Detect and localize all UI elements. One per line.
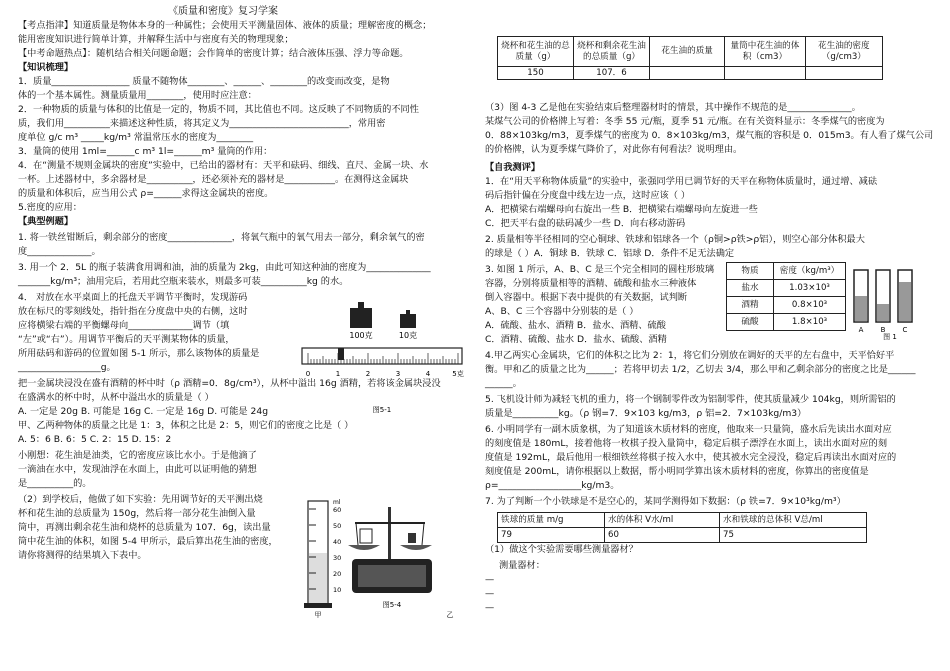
figure-5-4 — [300, 495, 470, 620]
table-cell: 150 — [498, 67, 574, 80]
text-line: 一滴油在水中，发现油浮在水面上，由此可以证明他的猜想 — [18, 464, 257, 475]
table-cell: 75 — [720, 528, 867, 543]
text-line: 码后指针偏在分度盘中线左边一点，这时应该（ ） — [485, 190, 691, 201]
text-line: 7. 为了判断一个小铁球是不是空心的，某同学测得如下数据：（ρ 铁=7．9×10³kg/m³） — [485, 496, 846, 507]
cylinder-mark-label: 60 — [333, 506, 342, 514]
figure-5-1 — [300, 290, 470, 420]
text-line: 2. 质量相等半径相同的空心铜球、铁球和铝球各一个（ρ铜>ρ铁>ρ铝），则空心部分体积最大 — [485, 234, 865, 245]
text-line: 5.密度的应用： — [18, 202, 82, 213]
text-line: ρ=__________________kg/m3。 — [485, 480, 620, 491]
table-cell: 107．6 — [573, 67, 649, 80]
table-header: 花生油的质量 — [650, 37, 725, 67]
text-line: 某煤气公司的价格牌上写着：冬季 55 元/瓶，夏季 51 元/瓶。在有关资料显示：冬季煤气的密度为 — [485, 116, 885, 127]
weight-10g — [400, 310, 416, 328]
text-line: 筒中花生油的体积，如图 5-4 甲所示，最后算出花生油的密度， — [18, 536, 278, 547]
cylinder-mark-label: 40 — [333, 538, 342, 546]
text-line: 4．在“测量不规则金属块的密度”实验中，已给出的器材有：天平和砝码、细线、直尺、金属一块、水 — [18, 160, 429, 171]
text-line: 杯和花生油的总质量为 150g，然后将一部分花生油倒入量 — [18, 508, 256, 519]
text-line: C．酒精、硫酸、盐水 D．盐水、硫酸、酒精 — [485, 334, 667, 345]
text-line: _______kg/m³；油用完后，若用此空瓶来装水，则最多可装__________kg 的水。 — [18, 276, 349, 287]
cylinder-mark-label: 30 — [333, 554, 342, 562]
table-header: 密度（kg/m³） — [774, 263, 846, 280]
text-line: 2．一种物质的质量与体积的比值是一定的，物质不同，其比值也不同。这反映了不同物质的不同性 — [18, 104, 419, 115]
table-cell: 79 — [498, 528, 605, 543]
table-cell: 0.8×10³ — [774, 297, 846, 314]
text-line: ______。 — [485, 378, 522, 389]
cylinder-mark-label: 10 — [333, 586, 342, 594]
text-line: A．把横梁右端螺母向右旋出一些 B．把横梁右端螺母向左旋进一些 — [485, 204, 758, 215]
text-line: 是__________的。 — [18, 478, 92, 489]
table-header: 烧杯和花生油的总质量（g） — [498, 37, 574, 67]
scale-tick-label: 3 — [395, 370, 401, 378]
cylinder-mark-label: 20 — [333, 570, 342, 578]
text-line: 甲、乙两种物体的质量之比是 1：3，体积之比是 2：5，则它们的密度之比是（ ） — [18, 420, 354, 431]
table-cell — [650, 67, 725, 80]
page-title: 《质量和密度》复习学案 — [168, 6, 278, 17]
container-b — [876, 270, 890, 322]
text-line: “左”或“右”）。用调节平衡后的天平测某物体的质量， — [18, 334, 235, 345]
figure-1-containers — [850, 262, 926, 340]
weight-label-10: 10克 — [398, 331, 418, 340]
text-line: 度______________。 — [18, 246, 101, 257]
text-line: （2）到学校后，他做了如下实验：先用调节好的天平测出烧 — [18, 494, 263, 505]
text-line: 1．质量_________________ 质量不随物体________、______、________的改变而改变，是物 — [18, 76, 390, 87]
text-line: 应将横梁右端的平衡螺母向______________调节（填 — [18, 320, 230, 331]
text-line: 体的一个基本属性。测量质量用________，使用时应注意： — [18, 90, 257, 101]
table-cell — [725, 67, 806, 80]
text-line: 质，我们用__________来描述这种性质，将其定义为__________________________，常用密 — [18, 118, 386, 129]
section-heading: 【自我测评】 — [485, 162, 541, 173]
measuring-cylinder — [304, 499, 341, 608]
rider — [338, 348, 344, 360]
text-line: 度值是 192mL，最后他用一根细铁丝将棋子按入水中，使其被水完全浸没，稳定后再读出水面对应的 — [485, 452, 897, 463]
scale-tick-label: 5克 — [452, 370, 464, 378]
text-line: __________________g。 — [18, 362, 116, 373]
text-line: 容器，分别将质量相等的酒精、硫酸和盐水三种液体 — [485, 278, 697, 289]
text-line: 倒入容器中。根据下表中提供的有关数据，试判断 — [485, 292, 688, 303]
container-label: A — [858, 326, 864, 334]
cylinder-mark-label: 50 — [333, 522, 342, 530]
container-label: B — [880, 326, 886, 334]
text-line: A．硫酸、盐水、酒精 B．盐水、酒精、硫酸 — [485, 320, 666, 331]
label-jia: 甲 — [314, 611, 322, 619]
table-header: 水和铁球的总体积 V总/ml — [720, 513, 867, 528]
text-line: 能用密度知识进行简单计算，并解释生活中与密度有关的物理现象； — [18, 34, 294, 45]
table-cell: 1.03×10³ — [774, 280, 846, 297]
text-line: 3. 用一个 2．5L 的瓶子装满食用调和油，油的质量为 2kg，由此可知这种油的密度为______________ — [18, 262, 431, 273]
table-header: 花生油的密度（g/cm3） — [805, 37, 882, 67]
scale-tick-label: 1 — [335, 370, 341, 378]
density-table — [726, 262, 846, 331]
table-cell: 1.8×10³ — [774, 314, 846, 331]
text-line: A、B、C 三个容器中分别装的是（ ） — [485, 306, 639, 317]
answer-line: — — [485, 602, 495, 613]
answer-line: — — [485, 588, 495, 599]
table-header: 物质 — [727, 263, 774, 280]
text-line: 在盛满水的杯中时，从杯中溢出水的质量是（ ） — [18, 392, 214, 403]
text-line: 1．在“用天平称物体质量”的实验中，张强同学用已调节好的天平在称物体质量时，通过增、减砝 — [485, 176, 878, 187]
table-cell: 硫酸 — [727, 314, 774, 331]
text-line: 0．88×103kg/m3，夏季煤气的密度为 0．8×103kg/m3，煤气瓶的容积是 0．015m3。有人看了煤气公司 — [485, 130, 934, 141]
table-header: 水的体积 V水/ml — [605, 513, 720, 528]
text-line: （3）图 4-3 乙是他在实验结束后整理器材时的情景，其中操作不规范的是______________。 — [485, 102, 861, 113]
oil-result-table — [497, 36, 883, 80]
text-line: 放在标尺的零刻线处，指针指在分度盘中央的右侧，这时 — [18, 306, 248, 317]
text-line: （1）做这个实验需要哪些测量器材？ — [485, 544, 638, 555]
text-line: 所用砝码和游码的位置如图 5-1 所示，那么该物体的质量是 — [18, 348, 260, 359]
text-line: 【中考命题热点】：随机结合相关问题命题；会作简单的密度计算；结合液体压强、浮力等命题。 — [18, 48, 409, 59]
text-line: A. 一定是 20g B. 可能是 16g C. 一定是 16g D. 可能是 24g — [18, 406, 269, 417]
table-header: 烧杯和剩余花生油的总质量（g） — [573, 37, 649, 67]
cylinder-unit: ml — [333, 499, 341, 506]
label-yi: 乙 — [446, 611, 454, 619]
table-cell: 60 — [605, 528, 720, 543]
scale-tick-label: 2 — [365, 370, 371, 378]
balance-scale-illustration — [300, 290, 470, 420]
figure-caption: 图5-1 — [372, 406, 392, 414]
text-line: 衡。甲和乙的质量之比为______；若将甲切去 1/2，乙切去 3/4，那么甲和乙剩余部分的密度之比是______ — [485, 364, 916, 375]
table-header: 铁球的质量 m/g — [498, 513, 605, 528]
iron-ball-table — [497, 512, 867, 543]
text-line: 【考点指津】知道质量是物体本身的一种属性；会使用天平测量固体、液体的质量；理解密度的概念； — [18, 20, 432, 31]
text-line: 测量器材： — [499, 560, 545, 571]
weight-label-100: 100克 — [349, 331, 373, 340]
text-line: 3．量筒的使用 1ml=______c m³ 1l=______m³ 量筒的作用： — [18, 146, 273, 157]
text-line: 6. 小明同学有一副木质象棋，为了知道该木质材料的密度，他取来一只量筒，盛水后先读出水面对应 — [485, 424, 892, 435]
container-a — [854, 270, 868, 322]
text-line: A. 5：6 B. 6：5 C. 2：15 D. 15：2 — [18, 434, 172, 445]
text-line: 小刚想：花生油是油类，它的密度应该比水小。于是他滴了 — [18, 450, 257, 461]
container-c — [898, 270, 912, 322]
weight-100g — [350, 302, 372, 328]
table-header: 量筒中花生油的体积（cm3） — [725, 37, 806, 67]
text-line: 1. 将一铁丝钳断后，剩余部分的密度______________，将氧气瓶中的氧气用去一部分，剩余氧气的密 — [18, 232, 425, 243]
text-line: 度单位 g/c m³ _____kg/m³ 常温常压水的密度为________ — [18, 132, 254, 143]
container-label: C — [902, 326, 908, 334]
figure-caption: 图5-4 — [382, 601, 402, 609]
text-line: 筒中，再测出剩余花生油和烧杯的总质量为 107．6g，读出量 — [18, 522, 271, 533]
table-cell: 酒精 — [727, 297, 774, 314]
text-line: 质量是__________kg。（ρ 钢=7．9×103 kg/m3，ρ 铝=2．7×103kg/m3） — [485, 408, 807, 419]
text-line: 5. 飞机设计师为减轻飞机的重力，将一个钢制零件改为铝制零件，使其质量减少 104kg，则所需铝的 — [485, 394, 896, 405]
text-line: C．把天平右盘的砝码减少一些 D．向右移动游码 — [485, 218, 686, 229]
scale-tick-label: 0 — [305, 370, 311, 378]
text-line: 请你将测得的结果填入下表中。 — [18, 550, 147, 561]
answer-line: — — [485, 574, 495, 585]
text-line: 的质量和体积后，应当用公式 ρ=______求得这金属块的密度。 — [18, 188, 274, 199]
text-line: 3. 如图 1 所示，A、B、C 是三个完全相同的圆柱形玻璃 — [485, 264, 715, 275]
figure-caption: 图 1 — [883, 333, 897, 340]
text-line: 把一金属块浸没在盛有酒精的杯中时（ρ 酒精=0．8g/cm³），从杯中溢出 16g 酒精，若将该金属块浸没 — [18, 378, 441, 389]
table-cell: 盐水 — [727, 280, 774, 297]
scale-tick-labels — [306, 369, 464, 378]
section-heading: 【知识梳理】 — [18, 62, 74, 73]
text-line: 一杯。上述器材中，多余器材是__________，还必须补充的器材是___________。在测得这金属块 — [18, 174, 409, 185]
text-line: 的球是（ ）A．铜球 B．铁球 C．铝球 D．条件不足无法确定 — [485, 248, 735, 259]
section-heading: 【典型例题】 — [18, 216, 74, 227]
text-line: 4.甲乙两实心金属块，它们的体积之比为 2：1，将它们分别放在调好的天平的左右盘中，天平恰好平 — [485, 350, 895, 361]
scale-tick-label: 4 — [425, 370, 431, 378]
balance-illustration — [348, 507, 432, 593]
table-cell — [805, 67, 882, 80]
text-line: 的刻度值是 180mL，接着他将一枚棋子投入量筒中，稳定后棋子漂浮在水面上，读出水面对应的刻 — [485, 438, 888, 449]
text-line: 刻度值是 200mL，请你根据以上数据，帮小明同学算出该木质材料的密度，你算出的密度值是 — [485, 466, 869, 477]
text-line: 4． 对放在水平桌面上的托盘天平调节平衡时，发现游码 — [18, 292, 248, 303]
text-line: 的价格牌，认为夏季煤气降价了，对此你有何看法？说明理由。 — [485, 144, 743, 155]
